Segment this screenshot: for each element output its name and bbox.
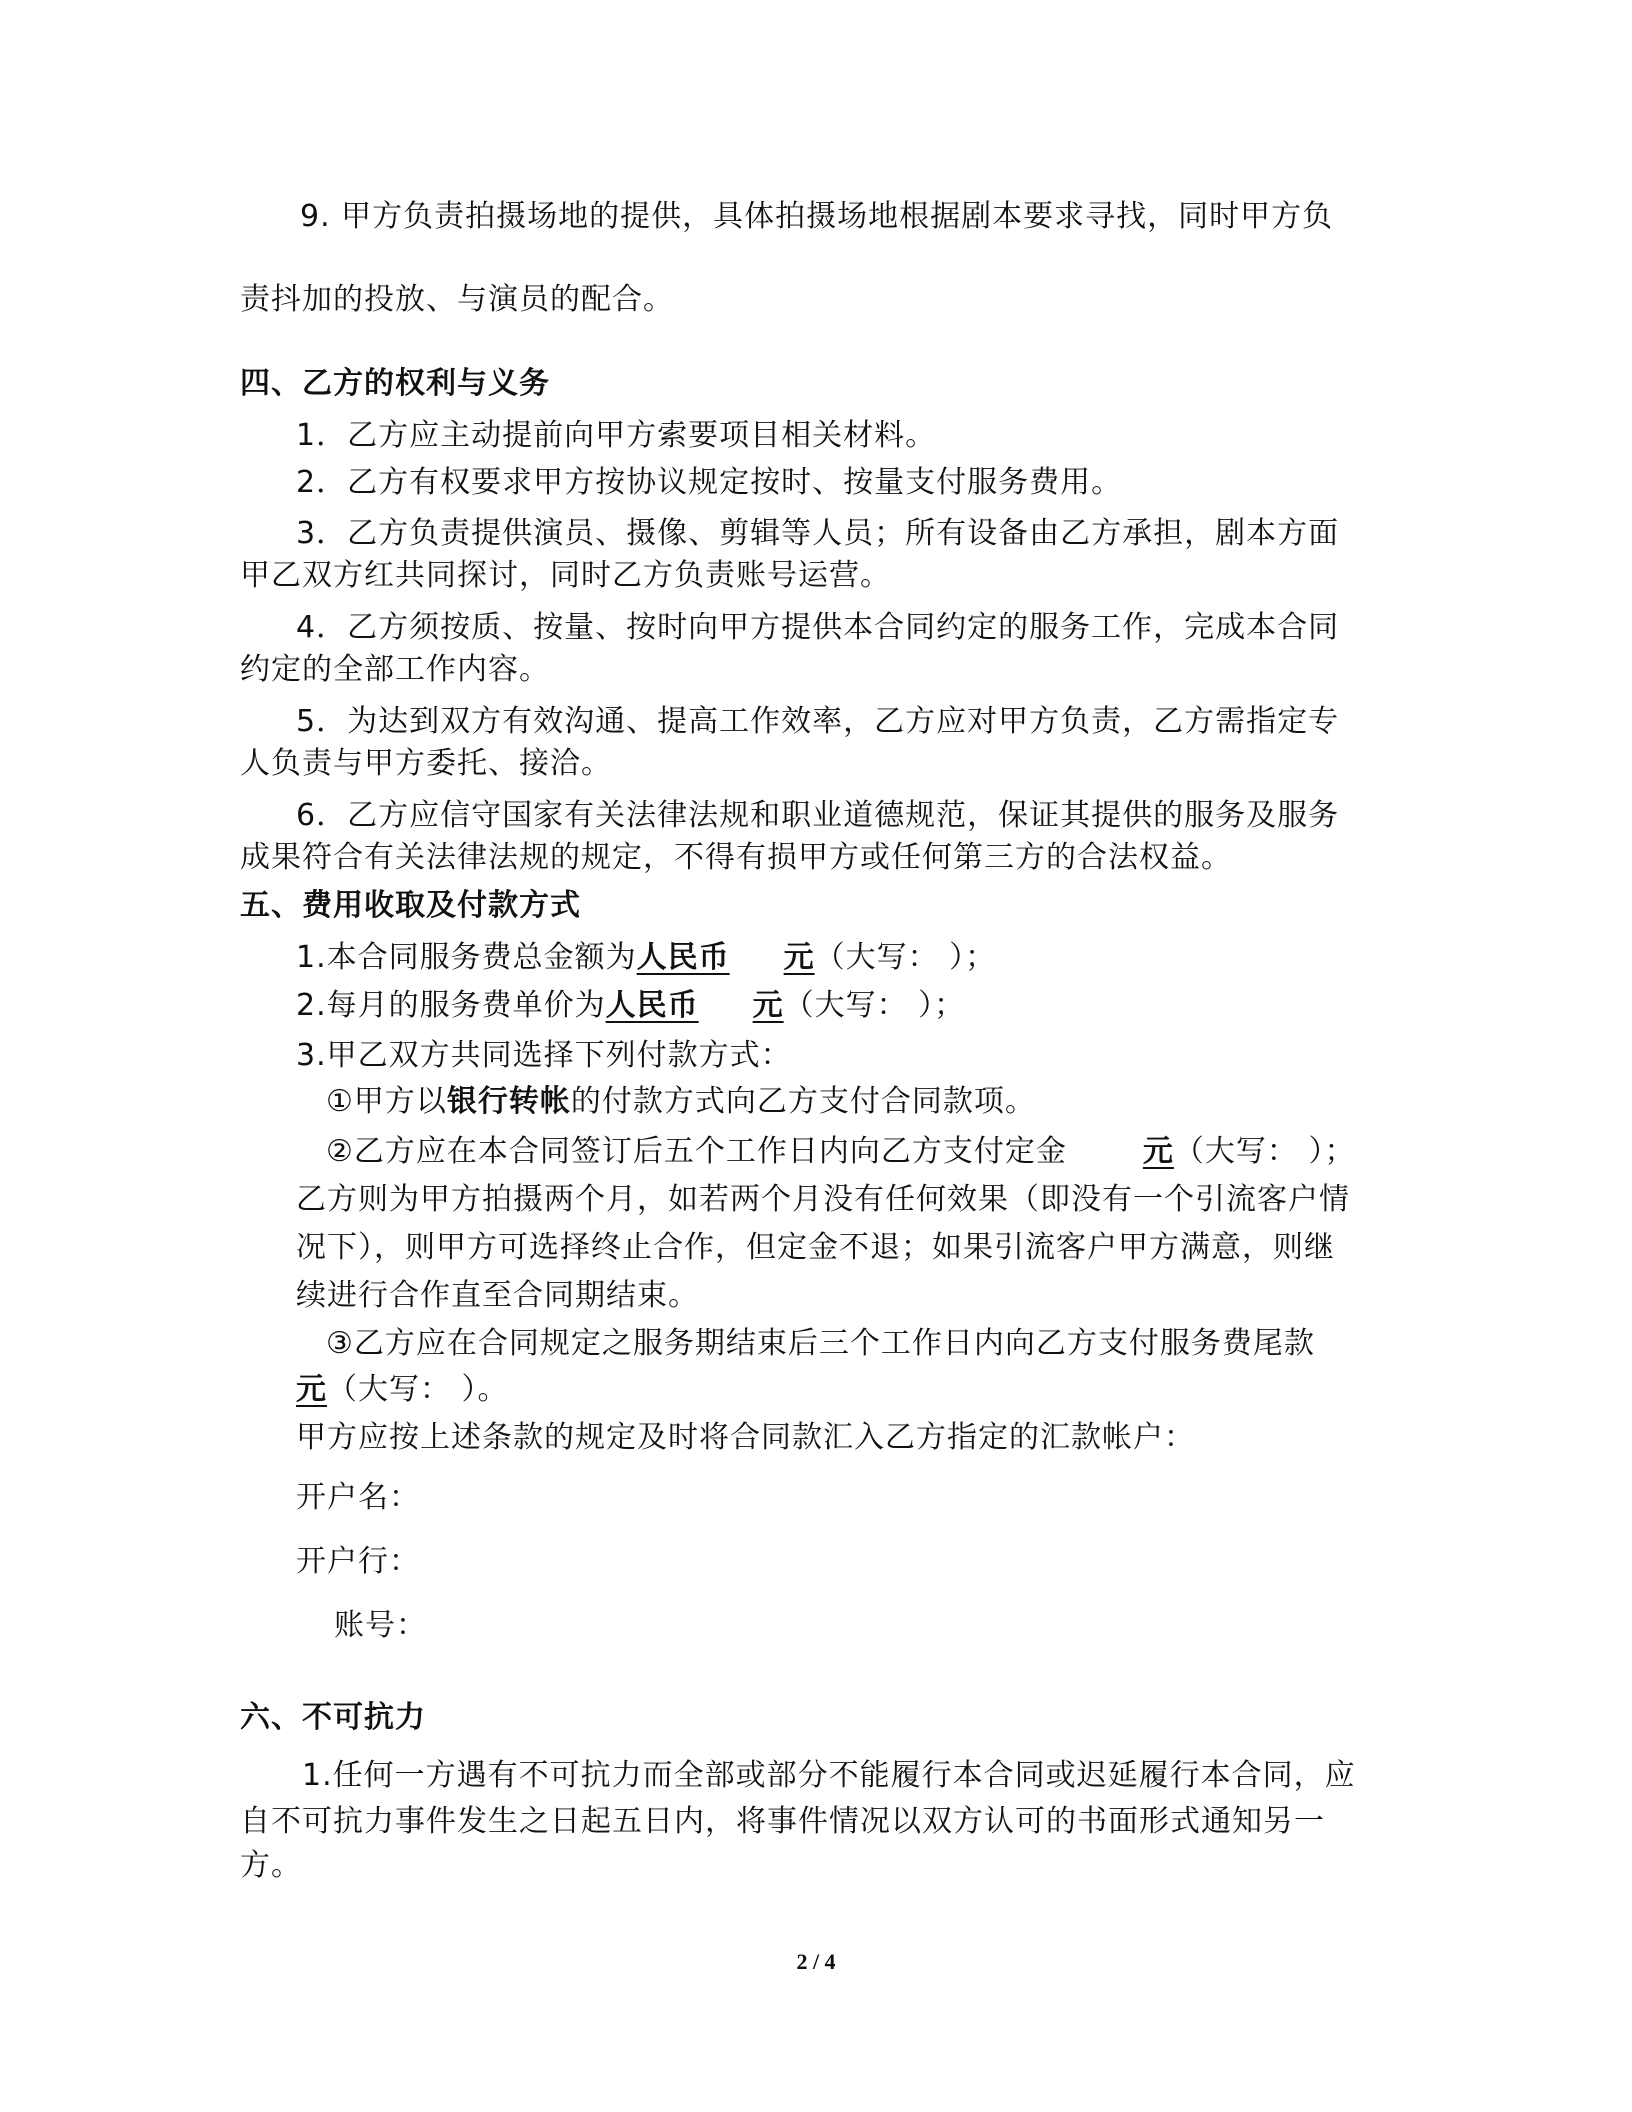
payment-option-2-line-3: 况下），则甲方可选择终止合作，但定金不退；如果引流客户甲方满意，则继 [296,1230,1335,1265]
s4-item-4-line-1: 4．乙方须按质、按量、按时向甲方提供本合同约定的服务工作，完成本合同 [296,610,1340,645]
s4-item-5-line-1: 5．为达到双方有效沟通、提高工作效率，乙方应对甲方负责，乙方需指定专 [296,704,1340,739]
account-name-label: 开户名： [296,1480,420,1515]
s6-item-1-line-2: 自不可抗力事件发生之日起五日内，将事件情况以双方认可的书面形式通知另一 [240,1804,1325,1839]
option-2-prefix: ②乙方应在本合同签订后五个工作日内向乙方支付定金 [326,1134,1067,1169]
s6-item-1-line-3: 方。 [240,1848,302,1883]
deposit-amount [1067,1134,1174,1169]
fee-monthly-suffix: （大写： ）； [783,988,966,1023]
s4-item-2: 2．乙方有权要求甲方按协议规定按时、按量支付服务费用。 [296,465,1123,500]
option-2-suffix: （大写： ）； [1173,1134,1356,1169]
s4-item-4-line-2: 约定的全部工作内容。 [240,652,550,687]
payment-option-2-line-4: 续进行合作直至合同期结束。 [296,1278,699,1313]
bank-label: 开户行： [296,1544,420,1579]
fee-monthly-currency: 人民币 [605,988,699,1023]
s6-item-1-line-1: 1.任何一方遇有不可抗力而全部或部分不能履行本合同或迟延履行本合同，应 [302,1758,1356,1793]
remittance-note: 甲方应按上述条款的规定及时将合同款汇入乙方指定的汇款帐户： [296,1420,1195,1455]
page-number: 2 / 4 [796,1949,836,1974]
payment-option-2-line-1 [326,1132,1355,1172]
fee-total-unit: 元 [783,940,815,975]
fee-monthly-unit: 元 [752,988,784,1023]
s4-item-3-line-1: 3．乙方负责提供演员、摄像、剪辑等人员；所有设备由乙方承担，剧本方面 [296,516,1340,551]
s4-item-5-line-2: 人负责与甲方委托、接洽。 [240,746,612,781]
s4-item-1: 1．乙方应主动提前向甲方索要项目相关材料。 [296,418,937,453]
option-1-suffix: 的付款方式向乙方支付合同款项。 [570,1084,1036,1119]
fee-monthly-amount [606,988,784,1023]
payment-method-intro: 3.甲乙双方共同选择下列付款方式： [296,1038,792,1073]
option-1-method: 银行转帐 [446,1084,571,1119]
fee-total-line [296,938,996,978]
payment-option-3-line-1: ③乙方应在合同规定之服务期结束后三个工作日内向乙方支付服务费尾款 [326,1326,1315,1361]
deposit-unit: 元 [1142,1134,1174,1169]
payment-option-2-line-2: 乙方则为甲方拍摄两个月，如若两个月没有任何效果（即没有一个引流客户情 [296,1182,1350,1217]
s4-item-3-line-2: 甲乙双方红共同探讨，同时乙方负责账号运营。 [240,558,891,593]
balance-unit: 元 [296,1372,327,1407]
payment-option-1 [326,1082,1036,1122]
s4-item-6-line-2: 成果符合有关法律法规的规定，不得有损甲方或任何第三方的合法权益。 [240,840,1232,875]
option-3-suffix: （大写： ）。 [327,1372,509,1407]
fee-total-prefix: 1.本合同服务费总金额为 [296,940,637,975]
s4-item-6-line-1: 6．乙方应信守国家有关法律法规和职业道德规范，保证其提供的服务及服务 [296,798,1340,833]
section-5-heading: 五、费用收取及付款方式 [240,888,581,923]
account-number-label: 账号： [334,1608,427,1643]
item-9-line-1: 9. 甲方负责拍摄场地的提供，具体拍摄场地根据剧本要求寻找，同时甲方负 [300,199,1334,234]
fee-total-suffix: （大写： ）； [814,940,997,975]
section-4-heading: 四、乙方的权利与义务 [240,366,550,401]
fee-total-amount [637,940,815,975]
fee-total-currency: 人民币 [636,940,730,975]
option-1-prefix: ①甲方以 [326,1084,447,1119]
fee-monthly-line [296,986,965,1026]
payment-option-3-line-2 [296,1370,509,1410]
section-6-heading: 六、不可抗力 [240,1700,426,1735]
item-9-line-2: 责抖加的投放、与演员的配合。 [240,282,674,317]
fee-monthly-prefix: 2.每月的服务费单价为 [296,988,606,1023]
